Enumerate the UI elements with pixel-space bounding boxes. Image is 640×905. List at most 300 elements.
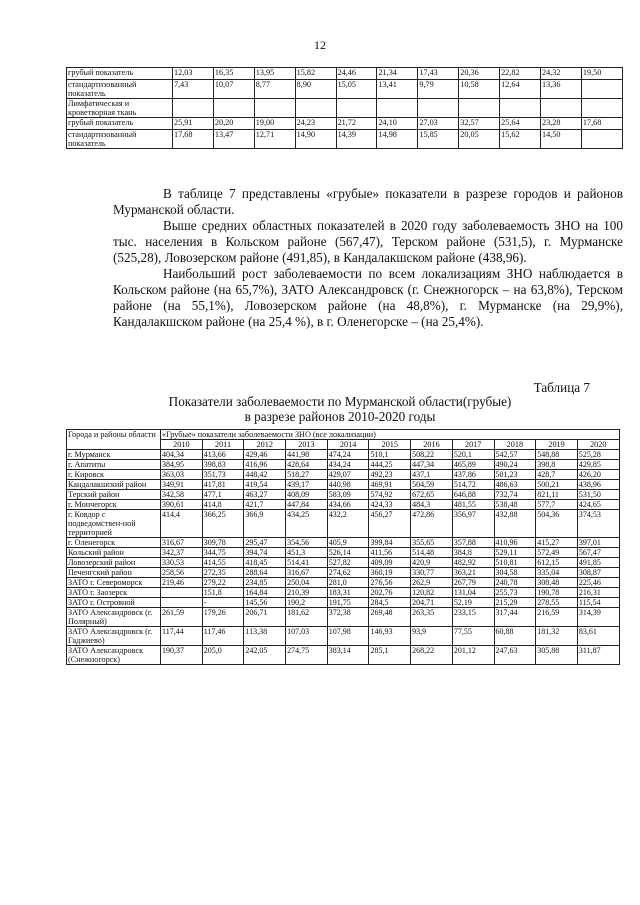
table-cell: 465,89	[452, 460, 494, 470]
table-row	[67, 646, 620, 665]
table-cell: 372,38	[327, 608, 369, 627]
row-label: стандартизованный показатель	[67, 80, 173, 99]
table-cell: 434,24	[327, 460, 369, 470]
region-name: г. Апатиты	[67, 460, 161, 470]
table-cell	[336, 99, 377, 118]
table-cell: 181,62	[286, 608, 328, 627]
region-name: г. Мончегорск	[67, 500, 161, 510]
region-name: Ловозерский район	[67, 558, 161, 568]
table-cell: 504,36	[536, 510, 578, 538]
table-cell	[254, 99, 295, 118]
table-cell: 240,78	[494, 578, 536, 588]
table-cell: 20,05	[459, 130, 500, 149]
table-cell: 52,19	[452, 598, 494, 608]
table-cell: 117,46	[202, 627, 244, 646]
table-cell: 492,23	[369, 470, 411, 480]
table-cell: 10,07	[213, 80, 254, 99]
table-cell	[213, 99, 254, 118]
table-row	[67, 627, 620, 646]
table-cell: 15,85	[418, 130, 459, 149]
body-text	[113, 186, 623, 330]
table-cell: 210,39	[286, 588, 328, 598]
table-cell: 413,66	[202, 450, 244, 460]
table-cell: 305,88	[536, 646, 578, 665]
table-row	[67, 68, 623, 80]
table-cell: 24,32	[541, 68, 582, 80]
table-cell: 19,50	[581, 68, 622, 80]
table-cell: 8,77	[254, 80, 295, 99]
table-cell: 247,63	[494, 646, 536, 665]
table-row	[67, 80, 623, 99]
table-cell: 14,39	[336, 130, 377, 149]
table-cell: 405,9	[327, 538, 369, 548]
table-cell: 15,62	[500, 130, 541, 149]
table-cell: 15,82	[295, 68, 336, 80]
table-cell: 504,59	[411, 480, 453, 490]
table-cell: 190,37	[161, 646, 203, 665]
table-cell: 151,8	[202, 588, 244, 598]
table-cell: 424,33	[369, 500, 411, 510]
table-cell	[581, 130, 622, 149]
table-row	[67, 598, 620, 608]
table-cell: 24,46	[336, 68, 377, 80]
table-cell: 440,98	[327, 480, 369, 490]
table-cell: 482,92	[452, 558, 494, 568]
table-row	[67, 548, 620, 558]
table-cell: 366,9	[244, 510, 286, 538]
table-row	[67, 118, 623, 130]
table-cell: 538,48	[494, 500, 536, 510]
table-cell: 21,34	[377, 68, 418, 80]
table-cell: 32,57	[459, 118, 500, 130]
table-cell: 414,4	[161, 510, 203, 538]
year-header: 2016	[411, 440, 453, 450]
table-cell: 526,14	[327, 548, 369, 558]
table-cell: 732,74	[494, 490, 536, 500]
table-cell: 415,27	[536, 538, 578, 548]
region-name: ЗАТО Александровск (г. Полярный)	[67, 608, 161, 627]
table-cell: 484,3	[411, 500, 453, 510]
year-header: 2013	[286, 440, 328, 450]
table-cell: 202,76	[369, 588, 411, 598]
region-name: ЗАТО г. Североморск	[67, 578, 161, 588]
table-cell: 262,9	[411, 578, 453, 588]
region-name: Кандалакшский район	[67, 480, 161, 490]
table-cell: 444,25	[369, 460, 411, 470]
table-cell: 21,72	[336, 118, 377, 130]
incidence-continuation-table	[66, 67, 623, 149]
table-cell: 215,29	[494, 598, 536, 608]
table-cell: 13,47	[213, 130, 254, 149]
table-cell	[161, 598, 203, 608]
table-cell	[500, 99, 541, 118]
table-cell: 383,14	[327, 646, 369, 665]
table-cell: 309,78	[202, 538, 244, 548]
row-label: грубый показатель	[67, 118, 173, 130]
table-cell: 16,35	[213, 68, 254, 80]
table-cell: 93,9	[411, 627, 453, 646]
region-name: ЗАТО Александровск (Снежногорск)	[67, 646, 161, 665]
table-cell: 486,63	[494, 480, 536, 490]
table-cell: 115,54	[577, 598, 619, 608]
region-name: Кольский район	[67, 548, 161, 558]
year-header: 2019	[536, 440, 578, 450]
table-cell: 572,49	[536, 548, 578, 558]
region-name: ЗАТО г. Заозерск	[67, 588, 161, 598]
table-cell: 225,46	[577, 578, 619, 588]
year-header: 2014	[327, 440, 369, 450]
table-cell: 421,7	[244, 500, 286, 510]
table-cell: 514,41	[286, 558, 328, 568]
table-cell: 434,25	[286, 510, 328, 538]
table-cell: 233,15	[452, 608, 494, 627]
table-cell: 20,20	[213, 118, 254, 130]
table-cell: 7,43	[173, 80, 214, 99]
row-label: Лимфатическая и кроветворная ткань	[67, 99, 173, 118]
table-header-row	[67, 430, 620, 440]
region-name: Терский район	[67, 490, 161, 500]
table-cell: 448,42	[244, 470, 286, 480]
table-cell: 14,98	[377, 130, 418, 149]
table-cell: 424,65	[577, 500, 619, 510]
table-cell: 311,87	[577, 646, 619, 665]
table-cell: 527,82	[327, 558, 369, 568]
region-name: Печенгский район	[67, 568, 161, 578]
table-cell: 295,47	[244, 538, 286, 548]
table-cell: 398,83	[202, 460, 244, 470]
header-region: Города и районы области	[67, 430, 161, 450]
year-header: 2018	[494, 440, 536, 450]
table-row	[67, 470, 620, 480]
table-cell: 481,55	[452, 500, 494, 510]
table-cell: 117,44	[161, 627, 203, 646]
incidence-by-district-table	[66, 429, 620, 665]
table-cell: 384,8	[452, 548, 494, 558]
table-cell: 525,28	[577, 450, 619, 460]
region-name: г. Ковдор с подведомствен-ной территорией	[67, 510, 161, 538]
table-cell: 548,88	[536, 450, 578, 460]
table-cell: 269,48	[369, 608, 411, 627]
table-cell: -	[202, 598, 244, 608]
table-cell: 583,09	[327, 490, 369, 500]
table-cell	[459, 99, 500, 118]
table-cell: 542,57	[494, 450, 536, 460]
table-cell: 330,53	[161, 558, 203, 568]
table-cell: 190,78	[536, 588, 578, 598]
table-cell: 384,95	[161, 460, 203, 470]
table-cell: 145,56	[244, 598, 286, 608]
table-cell: 250,04	[286, 578, 328, 588]
table-cell: 567,47	[577, 548, 619, 558]
table-cell	[295, 99, 336, 118]
table-row	[67, 480, 620, 490]
table-cell: 77,55	[452, 627, 494, 646]
table-cell: 404,34	[161, 450, 203, 460]
table-cell: 179,26	[202, 608, 244, 627]
table-cell: 120,82	[411, 588, 453, 598]
region-name: г. Оленегорск	[67, 538, 161, 548]
table-cell: 646,88	[452, 490, 494, 500]
table-cell: 201,12	[452, 646, 494, 665]
table-cell: 531,50	[577, 490, 619, 500]
table-cell: 25,64	[500, 118, 541, 130]
table-cell: 107,03	[286, 627, 328, 646]
table-row	[67, 538, 620, 548]
year-header: 2017	[452, 440, 494, 450]
table-label: Таблица 7	[533, 380, 590, 395]
table-cell: 284,5	[369, 598, 411, 608]
table-title-line-2: в разрезе районов 2010-2020 годы	[244, 409, 436, 424]
table-cell: 437,86	[452, 470, 494, 480]
table-cell: 14,90	[295, 130, 336, 149]
table-cell: 204,71	[411, 598, 453, 608]
table-cell	[581, 99, 622, 118]
table-cell: 520,1	[452, 450, 494, 460]
table-cell: 344,75	[202, 548, 244, 558]
table-cell: 451,3	[286, 548, 328, 558]
table-cell: 501,23	[494, 470, 536, 480]
table-row	[67, 99, 623, 118]
table-cell: 672,65	[411, 490, 453, 500]
table-cell: 242,05	[244, 646, 286, 665]
table-cell: 12,64	[500, 80, 541, 99]
table-cell: 574,92	[369, 490, 411, 500]
table-cell: 314,39	[577, 608, 619, 627]
table-row	[67, 578, 620, 588]
table-cell: 474,24	[327, 450, 369, 460]
table-cell: 490,24	[494, 460, 536, 470]
region-name: г. Кировск	[67, 470, 161, 480]
table-cell	[418, 99, 459, 118]
table-cell: 416,96	[244, 460, 286, 470]
row-label: стандартизованный показатель	[67, 130, 173, 149]
table-cell: 146,93	[369, 627, 411, 646]
table-cell: 439,17	[286, 480, 328, 490]
table-row	[67, 558, 620, 568]
table-cell: 335,04	[536, 568, 578, 578]
table-cell: 354,56	[286, 538, 328, 548]
page-number: 12	[314, 38, 326, 52]
table-cell: 12,03	[173, 68, 214, 80]
table-cell: 23,28	[541, 118, 582, 130]
table-cell: 181,32	[536, 627, 578, 646]
table-cell: 374,53	[577, 510, 619, 538]
table-cell: 612,15	[536, 558, 578, 568]
table-cell: 83,61	[577, 627, 619, 646]
table-cell: 191,75	[327, 598, 369, 608]
table-cell: 25,91	[173, 118, 214, 130]
table-cell: 510,81	[494, 558, 536, 568]
table-cell: 429,07	[327, 470, 369, 480]
table-cell: 330,77	[411, 568, 453, 578]
table-cell: 288,64	[244, 568, 286, 578]
table-cell: 255,73	[494, 588, 536, 598]
table-cell: 529,11	[494, 548, 536, 558]
table-cell: 414,8	[202, 500, 244, 510]
table-cell: 518,27	[286, 470, 328, 480]
table-cell: 351,73	[202, 470, 244, 480]
table-cell: 316,67	[161, 538, 203, 548]
table-cell: 190,2	[286, 598, 328, 608]
table-cell: 514,48	[411, 548, 453, 558]
table-cell: 308,87	[577, 568, 619, 578]
table-cell: 13,41	[377, 80, 418, 99]
table-cell: 349,91	[161, 480, 203, 490]
table-cell: 24,23	[295, 118, 336, 130]
table-cell: 13,95	[254, 68, 295, 80]
table-cell: 342,58	[161, 490, 203, 500]
table-cell: 355,65	[411, 538, 453, 548]
table-cell: 363,03	[161, 470, 203, 480]
paragraph-1: В таблице 7 представлены «грубые» показатели в разрезе городов и районов Мурманской области.	[113, 186, 623, 217]
table-cell: 472,86	[411, 510, 453, 538]
table-cell: 278,55	[536, 598, 578, 608]
table-cell: 113,38	[244, 627, 286, 646]
table-cell: 417,81	[202, 480, 244, 490]
year-header: 2020	[577, 440, 619, 450]
region-name: г. Мурманск	[67, 450, 161, 460]
year-header: 2015	[369, 440, 411, 450]
table-cell: 206,71	[244, 608, 286, 627]
table-cell: 12,71	[254, 130, 295, 149]
table-cell: 22,82	[500, 68, 541, 80]
table-cell: 410,96	[494, 538, 536, 548]
region-name: ЗАТО Александровск (г. Гаджиево)	[67, 627, 161, 646]
table-cell: 414,55	[202, 558, 244, 568]
table-cell: 510,1	[369, 450, 411, 460]
table-cell: 456,27	[369, 510, 411, 538]
table-cell: 263,35	[411, 608, 453, 627]
paragraph-2: Выше средних областных показателей в 2020 году заболеваемость ЗНО на 100 тыс. населения в Кольском районе (567,47), Терском районе (531,5), г. Мурманске (525,28), Ловозерском районе (491,85), в Кандалакшском районе (438,96).	[113, 218, 623, 265]
table-cell: 477,1	[202, 490, 244, 500]
table-cell: 508,22	[411, 450, 453, 460]
table-cell: 463,27	[244, 490, 286, 500]
table-cell: 20,36	[459, 68, 500, 80]
table-row	[67, 450, 620, 460]
table-cell: 360,19	[369, 568, 411, 578]
table-title-line-1: Показатели заболеваемости по Мурманской области(грубые)	[168, 394, 512, 409]
table-cell: 432,88	[494, 510, 536, 538]
table-cell: 17,68	[581, 118, 622, 130]
table-cell: 438,96	[577, 480, 619, 490]
table-cell: 107,98	[327, 627, 369, 646]
table-row	[67, 490, 620, 500]
table-cell: 10,58	[459, 80, 500, 99]
table-cell: 14,50	[541, 130, 582, 149]
table-row	[67, 130, 623, 149]
table-row	[67, 568, 620, 578]
table-cell: 428,64	[286, 460, 328, 470]
table-cell: 281,0	[327, 578, 369, 588]
table-cell: 261,59	[161, 608, 203, 627]
table-cell: 409,09	[369, 558, 411, 568]
table-cell: 317,44	[494, 608, 536, 627]
table-cell: 429,46	[244, 450, 286, 460]
table-cell: 491,85	[577, 558, 619, 568]
table-cell: 15,05	[336, 80, 377, 99]
table-cell: 27,03	[418, 118, 459, 130]
table-cell: 434,66	[327, 500, 369, 510]
table-cell: 420,9	[411, 558, 453, 568]
table-cell: 131,04	[452, 588, 494, 598]
table-cell: 357,88	[452, 538, 494, 548]
table-cell: 8,90	[295, 80, 336, 99]
table-cell	[541, 99, 582, 118]
table-cell: 183,31	[327, 588, 369, 598]
table-row	[67, 608, 620, 627]
table-cell: 356,97	[452, 510, 494, 538]
table-row	[67, 500, 620, 510]
table-row	[67, 588, 620, 598]
table-cell: 419,54	[244, 480, 286, 490]
table-cell: 205,0	[202, 646, 244, 665]
table-cell: 216,59	[536, 608, 578, 627]
table-cell: 17,43	[418, 68, 459, 80]
table-cell: 418,45	[244, 558, 286, 568]
table-cell: 276,56	[369, 578, 411, 588]
table-cell: 500,21	[536, 480, 578, 490]
region-name: ЗАТО г. Островной	[67, 598, 161, 608]
table-cell: 577,7	[536, 500, 578, 510]
table-cell: 394,74	[244, 548, 286, 558]
table-cell: 316,67	[286, 568, 328, 578]
table-cell: 219,46	[161, 578, 203, 588]
table-cell: 821,11	[536, 490, 578, 500]
table-cell: 285,1	[369, 646, 411, 665]
table-cell: 469,91	[369, 480, 411, 490]
year-header: 2010	[161, 440, 203, 450]
table-cell: 9,79	[418, 80, 459, 99]
table-cell: 432,2	[327, 510, 369, 538]
table-cell: 441,98	[286, 450, 328, 460]
table-cell: 279,22	[202, 578, 244, 588]
table-cell: 397,01	[577, 538, 619, 548]
table-cell: 258,56	[161, 568, 203, 578]
year-header: 2011	[202, 440, 244, 450]
table-cell: 272,35	[202, 568, 244, 578]
table-cell: 304,58	[494, 568, 536, 578]
header-span: «Грубые» показатели заболеваемости ЗНО (все локализации)	[161, 430, 620, 440]
table-row	[67, 510, 620, 538]
table-cell: 447,34	[411, 460, 453, 470]
table-cell: 267,79	[452, 578, 494, 588]
table-cell: 164,84	[244, 588, 286, 598]
table-cell: 447,84	[286, 500, 328, 510]
table-cell: 399,84	[369, 538, 411, 548]
table-cell	[173, 99, 214, 118]
table-cell: 274,62	[327, 568, 369, 578]
table-cell: 390,61	[161, 500, 203, 510]
year-header: 2012	[244, 440, 286, 450]
paragraph-3: Наибольший рост заболеваемости по всем локализациям ЗНО наблюдается в Кольском районе (на 65,7%), ЗАТО Александровск (г. Снежногорск – на 63,8%), Терском районе (на 55,1%), Ловозерском районе (на 48,8%), г. Мурманске (на 29,9%), Кандалакшском районе (на 25,4 %), в г. Оленегорске – (на 25,4%).	[113, 266, 623, 329]
table-cell: 366,25	[202, 510, 244, 538]
table-cell: 274,75	[286, 646, 328, 665]
table-cell: 514,72	[452, 480, 494, 490]
table-cell: 60,88	[494, 627, 536, 646]
table-cell	[581, 80, 622, 99]
row-label: грубый показатель	[67, 68, 173, 80]
table-cell: 408,09	[286, 490, 328, 500]
table-cell	[161, 588, 203, 598]
table-cell: 19,00	[254, 118, 295, 130]
table-cell: 216,31	[577, 588, 619, 598]
table-cell: 437,1	[411, 470, 453, 480]
table-cell: 398,8	[536, 460, 578, 470]
table-cell	[377, 99, 418, 118]
table-title	[110, 394, 570, 424]
table-cell: 342,37	[161, 548, 203, 558]
table-cell: 428,7	[536, 470, 578, 480]
